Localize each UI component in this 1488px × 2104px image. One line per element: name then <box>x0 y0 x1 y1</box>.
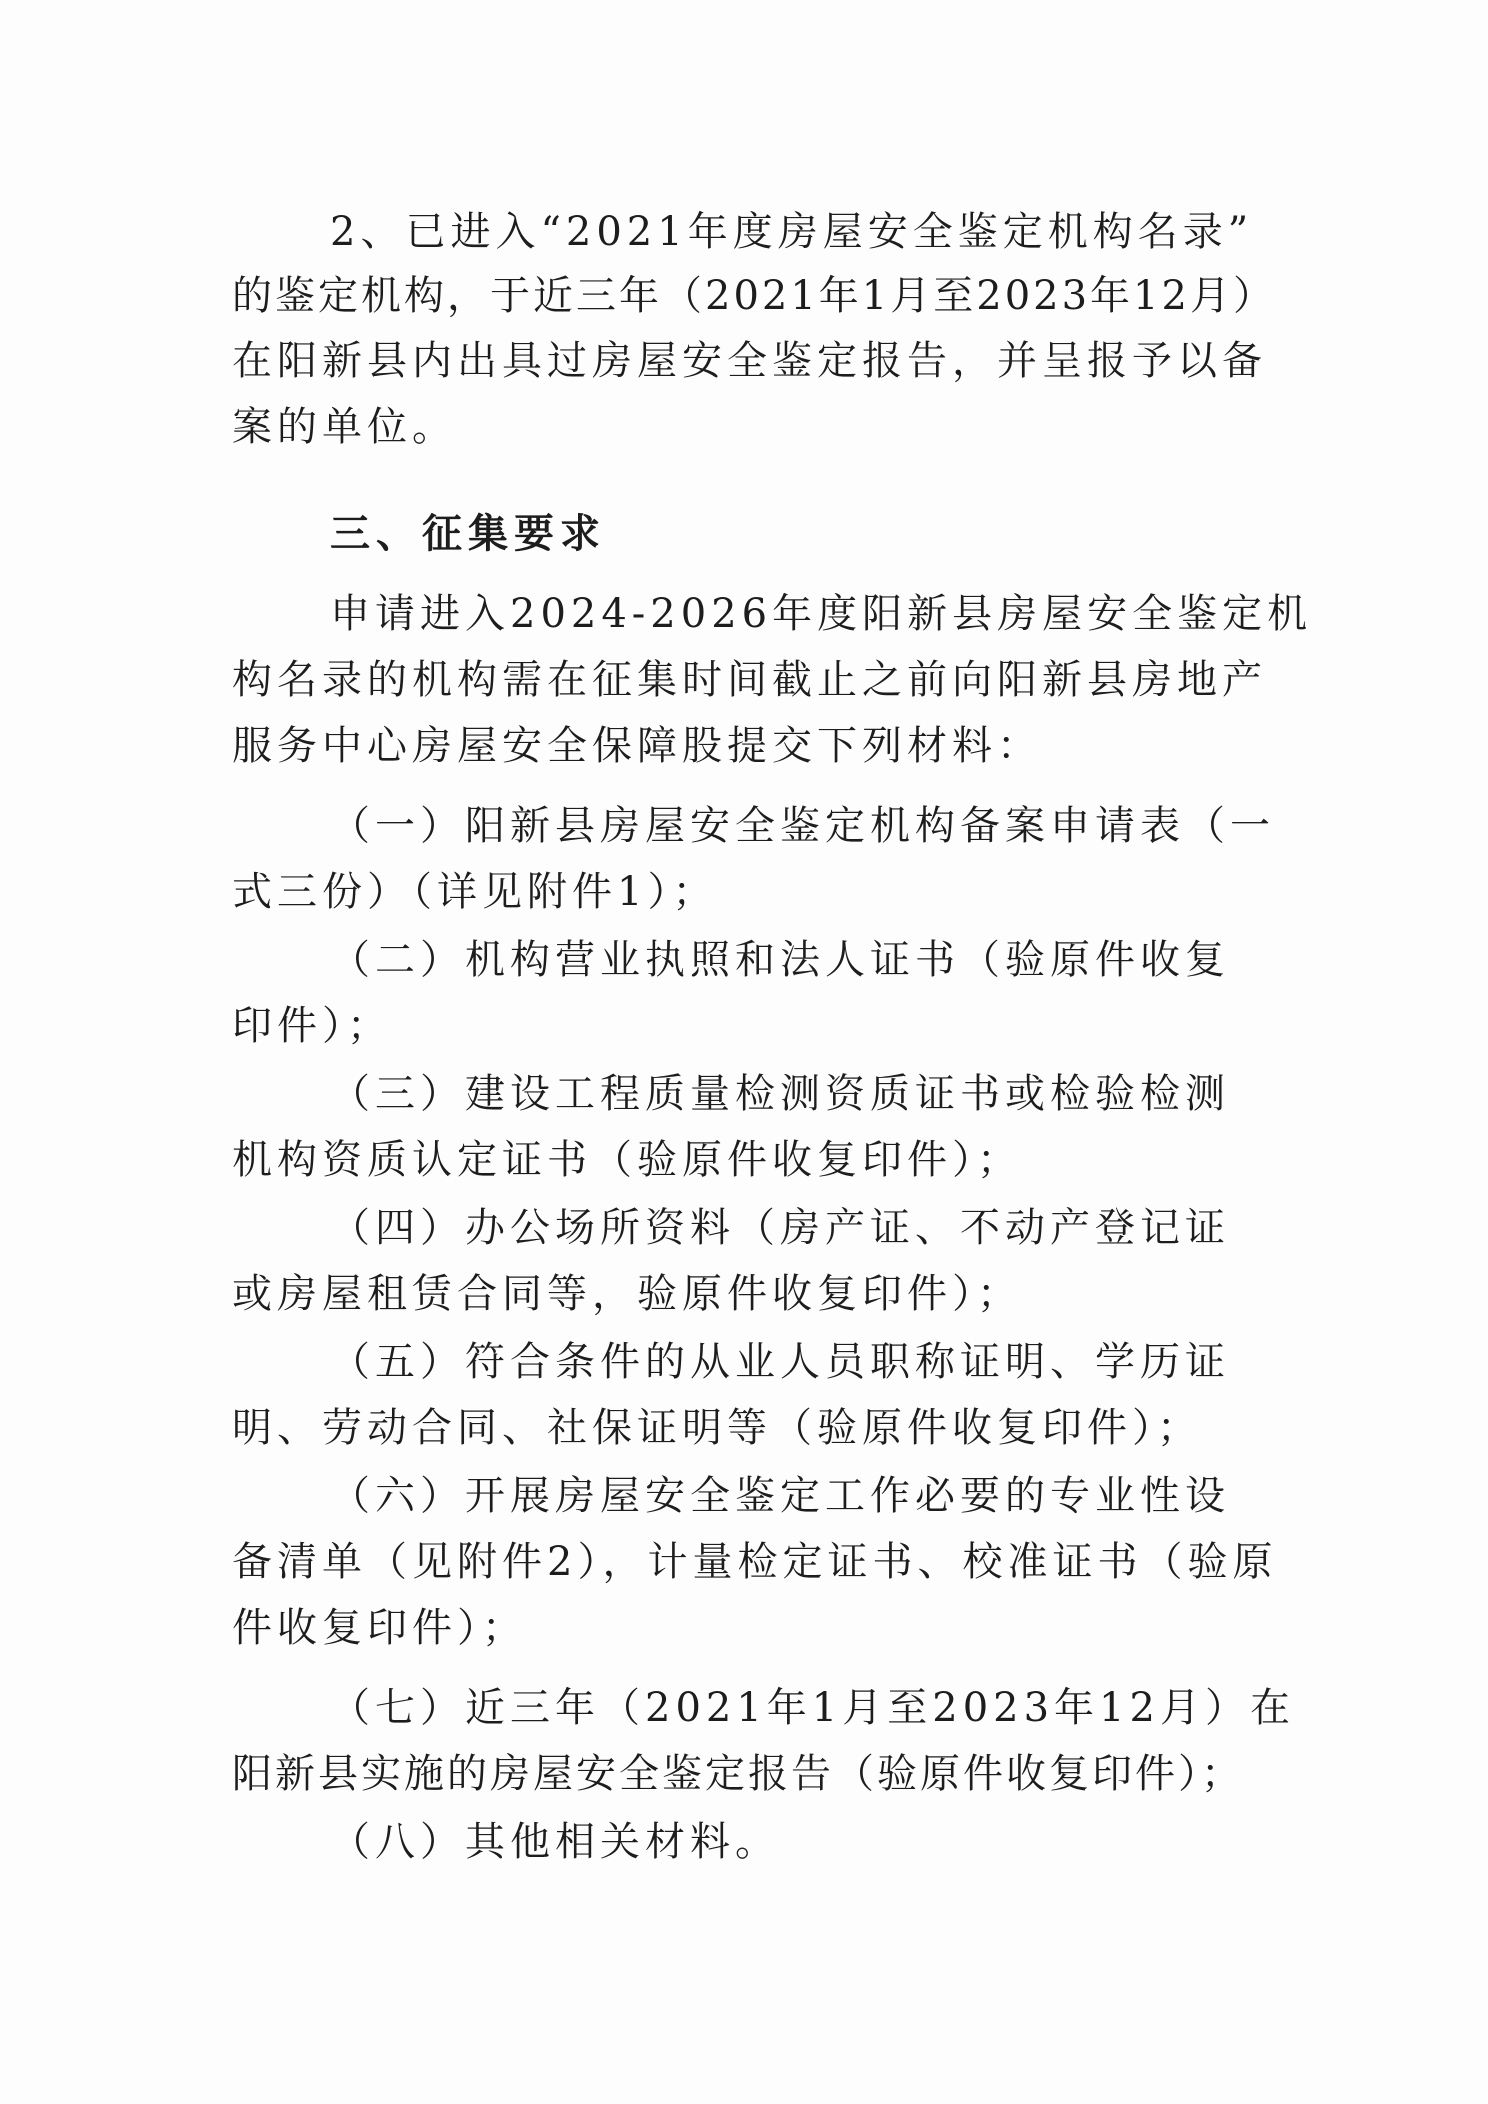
item-6-line-3: 件收复印件）； <box>232 1605 527 1651</box>
intro-line-3: 服务中心房屋安全保障股提交下列材料： <box>232 723 1042 769</box>
paragraph-2-line-3: 在阳新县内出具过房屋安全鉴定报告，并呈报予以备 <box>232 338 1267 384</box>
item-6-line-2: 备清单（见附件2），计量检定证书、校准证书（验原 <box>232 1539 1278 1585</box>
item-8-line-1: （八）其他相关材料。 <box>330 1819 780 1865</box>
item-3-line-1: （三）建设工程质量检测资质证书或检验检测 <box>330 1071 1230 1117</box>
item-5-line-1: （五）符合条件的从业人员职称证明、学历证 <box>330 1339 1230 1385</box>
paragraph-2-line-1: 2、已进入“2021年度房屋安全鉴定机构名录” <box>330 209 1254 255</box>
section-heading: 三、征集要求 <box>330 511 606 557</box>
item-4-line-1: （四）办公场所资料（房产证、不动产登记证 <box>330 1205 1230 1251</box>
item-6-line-1: （六）开展房屋安全鉴定工作必要的专业性设 <box>330 1473 1230 1519</box>
item-7-line-2: 阳新县实施的房屋安全鉴定报告（验原件收复印件）； <box>232 1751 1244 1797</box>
item-1-line-2: 式三份）（详见附件1）； <box>232 869 718 915</box>
item-1-line-1: （一）阳新县房屋安全鉴定机构备案申请表（一 <box>330 803 1275 849</box>
intro-line-1: 申请进入2024-2026年度阳新县房屋安全鉴定机 <box>330 591 1313 637</box>
item-5-line-2: 明、劳动合同、社保证明等（验原件收复印件）； <box>232 1405 1202 1451</box>
item-2-line-2: 印件）； <box>232 1003 392 1049</box>
item-4-line-2: 或房屋租赁合同等，验原件收复印件）； <box>232 1271 1022 1317</box>
paragraph-2-line-2: 的鉴定机构，于近三年（2021年1月至2023年12月） <box>232 273 1276 319</box>
item-2-line-1: （二）机构营业执照和法人证书（验原件收复 <box>330 937 1230 983</box>
paragraph-2-line-4: 案的单位。 <box>232 404 457 450</box>
intro-line-2: 构名录的机构需在征集时间截止之前向阳新县房地产 <box>232 657 1267 703</box>
item-3-line-2: 机构资质认定证书（验原件收复印件）； <box>232 1137 1022 1183</box>
item-7-line-1: （七）近三年（2021年1月至2023年12月）在 <box>330 1685 1295 1731</box>
